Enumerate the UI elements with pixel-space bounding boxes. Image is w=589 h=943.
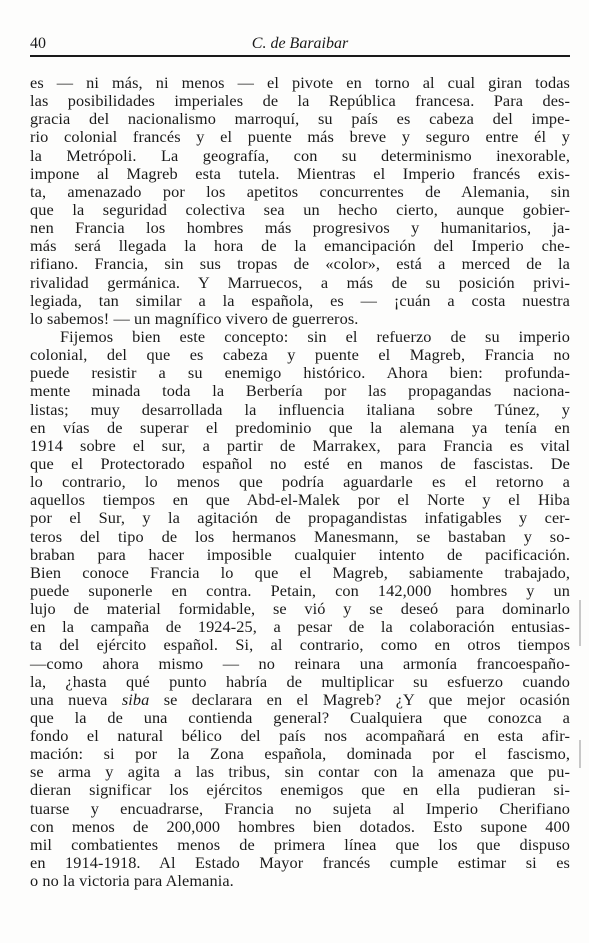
text-line: 1914 sobre el sur, a partir de Marrakex, para Francia es vital [30,435,570,455]
page-number: 40 [30,35,46,52]
text-line: la, ¿hasta qué punto habría de multiplicar su esfuerzo cuando [30,671,570,691]
text-line: aquellos tiempos en que Abd-el-Malek por el Norte y el Hiba [30,490,570,510]
text-line: rio colonial francés y el puente más breve y seguro entre él y [30,127,570,147]
text-line: puede resistir a su enemigo histórico. Ahora bien: profunda- [30,363,570,383]
text-line: legiada, tan similar a la española, es — ¡cuán a costa nuestra [30,290,570,310]
text-line: o no la victoria para Alemania. [30,871,234,891]
header-rule [30,55,570,57]
text-line: una nueva siba se declarara en el Magreb? ¿Y que mejor ocasión [30,689,570,709]
text-line: lo contrario, lo menos que podría aguardarle es el retorno a [30,472,570,492]
text-line: nen Francia los hombres más progresivos y humanitarios, ja- [30,218,570,238]
text-line: lo sabemos! — un magnífico vivero de guerreros. [30,308,359,328]
text-line: que la seguridad colectiva sea un hecho cierto, aunque gobier- [30,199,570,219]
text-line: dieran significar los ejércitos enemigos que en ella pudieran si- [30,780,570,800]
text-line: tuarse y encuadrarse, Francia no sujeta al Imperio Cherifiano [30,798,570,818]
text-line: ta, amenazado por los apetitos concurrentes de Alemania, sin [30,181,570,201]
text-line: se arma y agita a las tribus, sin contar con la amenaza que pu- [30,762,570,782]
running-head: C. de Baraibar [251,35,349,52]
text-line: fondo el natural bélico del país nos acompañará en esta afir- [30,726,570,746]
scan-margin-mark [579,740,581,768]
paragraph-1 [30,74,570,328]
scan-margin-mark [579,600,581,646]
text-line: colonial, del que es cabeza y puente el Magreb, Francia no [30,345,570,365]
text-line: en vías de superar el predominio que la alemana ya tenía en [30,417,570,437]
text-line: lujo de material formidable, se vió y se deseó para dominarlo [30,599,570,619]
text-line: listas; muy desarrollada la influencia italiana sobre Túnez, y [30,399,570,419]
text-line: mente minada toda la Berbería por las propagandas naciona- [30,381,570,401]
page-header [30,29,570,57]
text-line: braban para hacer imposible cualquier intento de pacificación. [30,544,570,564]
text-line: que el Protectorado español no esté en manos de fascistas. De [30,453,570,473]
text-line: ta del ejército español. Si, al contrario, como en otros tiempos [30,635,570,655]
text-line: Bien conoce Francia lo que el Magreb, sabiamente trabajado, [30,562,570,582]
emphasis-word: siba [121,689,150,709]
text-line: las posibilidades imperiales de la República francesa. Para des- [30,91,570,111]
text-line: por el Sur, y la agitación de propagandistas infatigables y cer- [30,508,570,528]
text-line: gracia del nacionalismo marroquí, su país es cabeza del impe- [30,109,570,129]
text-line: la Metrópoli. La geografía, con su determinismo inexorable, [30,145,570,165]
text-line: rifiano. Francia, sin sus tropas de «color», está a merced de la [30,254,570,274]
text-line: mil combatientes menos de primera línea que los que dispuso [30,834,570,854]
text-line: con menos de 200,000 hombres bien dotados. Esto supone 400 [30,816,570,836]
text-line: Fijemos bien este concepto: sin el refuerzo de su imperio [60,326,570,346]
text-line: rivalidad germánica. Y Marruecos, a más de su posición privi- [30,272,570,292]
text-line: impone al Magreb esta tutela. Mientras el Imperio francés exis- [30,163,570,183]
text-line: que la de una contienda general? Cualquiera que conozca a [30,707,570,727]
body-text [30,74,570,890]
text-line: en la campaña de 1924-25, a pesar de la colaboración entusias- [30,617,570,637]
text-line: puede suponerle en contra. Petain, con 142,000 hombres y un [30,580,570,600]
paragraph-2 [30,328,570,890]
text-line: —como ahora mismo — no reinara una armonía francoespaño- [30,653,570,673]
text-line: mación: si por la Zona española, dominada por el fascismo, [30,744,570,764]
text-line: teros del tipo de los hermanos Manesmann, se bastaban y so- [30,526,570,546]
text-line: en 1914-1918. Al Estado Mayor francés cumple estimar si es [30,853,570,873]
text-line: es — ni más, ni menos — el pivote en torno al cual giran todas [30,73,570,92]
text-line: más será llegada la hora de la emancipación del Imperio che- [30,236,570,256]
